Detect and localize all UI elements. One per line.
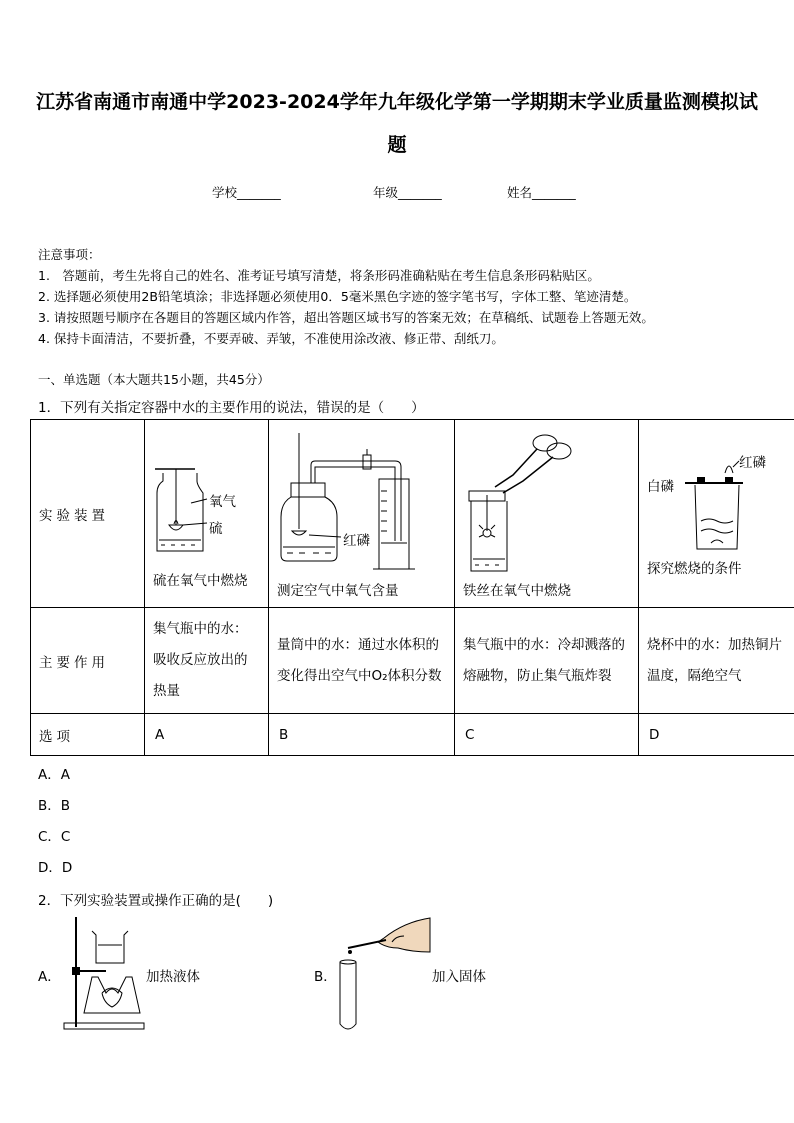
q2-stem: 2．下列实验装置或操作正确的是( ) bbox=[38, 893, 274, 909]
q2-option-b-label: 加入固体 bbox=[432, 969, 486, 985]
label-sulfur: 硫 bbox=[209, 520, 223, 537]
caption-d: 探究燃烧的条件 bbox=[647, 560, 742, 577]
note-item-2: 2. 选择题必须使用2B铅笔填涂；非选择题必须使用0．5毫米黑色字迹的签字笔书写，字体工整、笔迹清楚。 bbox=[38, 289, 637, 304]
adding-solid-apparatus bbox=[334, 912, 434, 1034]
q1-table bbox=[30, 419, 794, 756]
role-d: 烧杯中的水：加热铜片温度，隔绝空气 bbox=[639, 608, 794, 714]
device-cell-d bbox=[639, 420, 794, 608]
q2-option-b-letter[interactable]: B． bbox=[314, 969, 337, 985]
row-label-option: 选项 bbox=[31, 714, 145, 756]
notes-heading: 注意事项： bbox=[38, 247, 101, 262]
school-field: 学校_______ bbox=[212, 185, 281, 200]
label-white-phosphorus: 白磷 bbox=[647, 478, 674, 495]
label-oxygen: 氧气 bbox=[209, 493, 236, 510]
device-cell-b bbox=[269, 420, 455, 608]
q1-choice-c[interactable]: C．C bbox=[38, 829, 71, 845]
section-heading: 一、单选题（本大题共15小题，共45分） bbox=[38, 372, 270, 387]
q2-option-a-letter[interactable]: A． bbox=[38, 969, 61, 985]
row-label-device: 实验装置 bbox=[31, 420, 145, 608]
q1-choice-d[interactable]: D．D bbox=[38, 860, 73, 876]
option-d-cell: D bbox=[639, 714, 794, 756]
option-a-cell: A bbox=[145, 714, 269, 756]
exam-title-line1: 江苏省南通市南通中学2023-2024学年九年级化学第一学期期末学业质量监测模拟试 bbox=[36, 91, 758, 113]
q1-choice-b[interactable]: B．B bbox=[38, 798, 71, 814]
q1-choice-a[interactable]: A．A bbox=[38, 767, 70, 783]
heating-liquid-apparatus bbox=[62, 915, 146, 1031]
row-label-role: 主要作用 bbox=[31, 608, 145, 714]
role-c: 集气瓶中的水：冷却溅落的熔融物，防止集气瓶炸裂 bbox=[455, 608, 639, 714]
label-red-phosphorus-d: 红磷 bbox=[739, 454, 766, 471]
q2-option-a-label: 加热液体 bbox=[146, 969, 200, 985]
q1-stem: 1．下列有关指定容器中水的主要作用的说法，错误的是（ ） bbox=[38, 400, 425, 416]
caption-b: 测定空气中氧气含量 bbox=[277, 582, 399, 599]
note-item-1: 1. 答题前，考生先将自己的姓名、准考证号填写清楚，将条形码准确粘贴在考生信息条形码粘贴区。 bbox=[38, 268, 600, 283]
label-red-phosphorus-b: 红磷 bbox=[343, 532, 370, 549]
name-field: 姓名_______ bbox=[507, 185, 576, 200]
device-cell-c bbox=[455, 420, 639, 608]
exam-title-line2: 题 bbox=[387, 134, 407, 156]
role-b: 量筒中的水：通过水体积的变化得出空气中O₂体积分数 bbox=[269, 608, 455, 714]
device-cell-a bbox=[145, 420, 269, 608]
option-b-cell: B bbox=[269, 714, 455, 756]
note-item-4: 4. 保持卡面清洁，不要折叠，不要弄破、弄皱，不准使用涂改液、修正带、刮纸刀。 bbox=[38, 331, 504, 346]
grade-field: 年级_______ bbox=[373, 185, 442, 200]
caption-a: 硫在氧气中燃烧 bbox=[153, 572, 248, 589]
note-item-3: 3. 请按照题号顺序在各题目的答题区域内作答，超出答题区域书写的答案无效；在草稿纸、试题卷上答题无效。 bbox=[38, 310, 654, 325]
combustion-conditions-apparatus bbox=[639, 421, 794, 607]
caption-c: 铁丝在氧气中燃烧 bbox=[463, 582, 571, 599]
role-a: 集气瓶中的水：吸收反应放出的热量 bbox=[145, 608, 269, 714]
option-c-cell: C bbox=[455, 714, 639, 756]
